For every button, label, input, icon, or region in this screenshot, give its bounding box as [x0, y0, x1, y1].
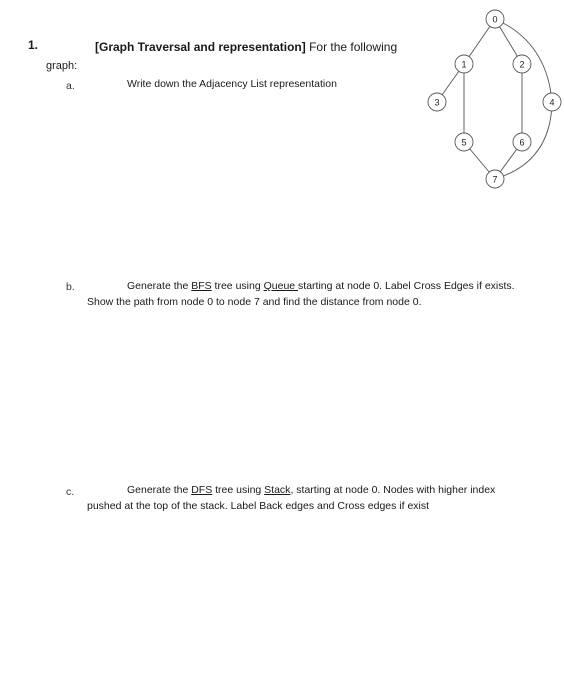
- graph-node-label-4: 4: [549, 97, 555, 108]
- part-b-line2: Show the path from node 0 to node 7 and find the distance from node 0.: [87, 296, 422, 308]
- graph-node-3: [428, 93, 446, 111]
- graph-node-6: [513, 133, 531, 151]
- question-number: 1.: [28, 38, 39, 52]
- graph-diagram: [415, 2, 564, 194]
- part-c-letter: c.: [66, 486, 75, 498]
- part-b-bfs: BFS: [191, 280, 212, 292]
- part-b-queue: Queue: [263, 280, 299, 292]
- part-c-text-1: Generate the: [127, 484, 192, 496]
- part-b-text-1: Generate the: [127, 280, 192, 292]
- part-b-text-2: tree using: [211, 280, 264, 292]
- graph-node-0: [486, 10, 504, 28]
- question-title-rest: For the following: [305, 40, 398, 54]
- part-c-line2: pushed at the top of the stack. Label Back edges and Cross edges if exist: [87, 500, 430, 512]
- part-b-letter: b.: [66, 281, 75, 293]
- graph-node-1: [455, 55, 473, 73]
- part-c-stack: Stack: [264, 484, 291, 496]
- part-c-dfs: DFS: [191, 484, 213, 496]
- part-a-letter: a.: [66, 80, 75, 92]
- graph-node-label-6: 6: [519, 137, 525, 148]
- graph-node-label-5: 5: [461, 137, 467, 148]
- graph-node-7: [486, 170, 504, 188]
- graph-node-label-7: 7: [492, 174, 498, 185]
- part-c-text-2: tree using: [212, 484, 265, 496]
- graph-node-label-1: 1: [461, 59, 467, 70]
- question-title-continuation: graph:: [46, 60, 78, 72]
- question-title: [95, 40, 397, 54]
- part-b-line1: [127, 278, 515, 294]
- question-title-bracket: [Graph Traversal and representation]: [95, 40, 306, 54]
- part-a-text: Write down the Adjacency List representation: [127, 78, 337, 90]
- graph-node-4: [543, 93, 561, 111]
- graph-node-label-2: 2: [519, 59, 525, 70]
- part-c-text-3: , starting at node 0. Nodes with higher index: [290, 484, 496, 496]
- graph-node-label-0: 0: [492, 14, 498, 25]
- graph-node-2: [513, 55, 531, 73]
- graph-node-5: [455, 133, 473, 151]
- part-b-text-3: starting at node 0. Label Cross Edges if exists.: [298, 280, 515, 292]
- graph-node-label-3: 3: [434, 97, 440, 108]
- part-c-line1: [127, 482, 495, 498]
